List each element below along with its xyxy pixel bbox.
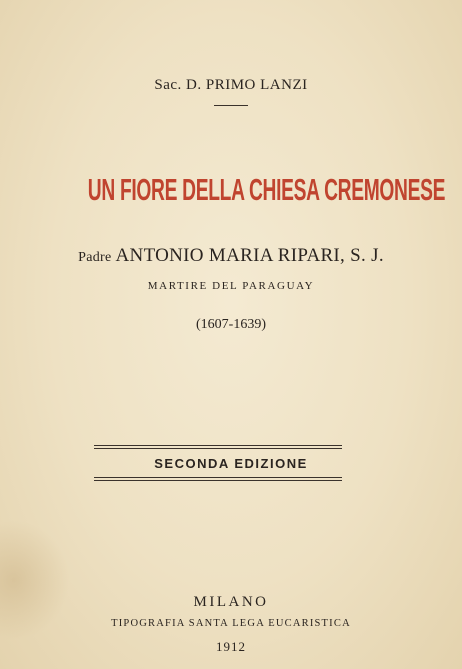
subject-line bbox=[0, 245, 462, 267]
subject-prefix: Padre bbox=[78, 250, 112, 265]
dates-line: (1607-1639) bbox=[196, 317, 266, 332]
subtitle-line: MARTIRE DEL PARAGUAY bbox=[147, 280, 315, 292]
edition-rule-bottom-1 bbox=[94, 477, 342, 478]
edition-rule-top-2 bbox=[94, 448, 342, 449]
printer-name: TIPOGRAFIA SANTA LEGA EUCARISTICA bbox=[111, 618, 351, 629]
publication-city: MILANO bbox=[193, 594, 269, 610]
subject-name: ANTONIO MARIA RIPARI, S. J. bbox=[115, 245, 384, 266]
book-title: UN FIORE DELLA CHIESA CREMONESE bbox=[87, 172, 446, 207]
edition-rule-top-1 bbox=[94, 445, 342, 446]
publication-year: 1912 bbox=[216, 639, 246, 654]
author-line: Sac. D. PRIMO LANZI bbox=[154, 77, 308, 93]
edition-rule-bottom-2 bbox=[94, 480, 342, 481]
edition-label: SECONDA EDIZIONE bbox=[154, 456, 308, 471]
author-divider bbox=[214, 105, 248, 106]
